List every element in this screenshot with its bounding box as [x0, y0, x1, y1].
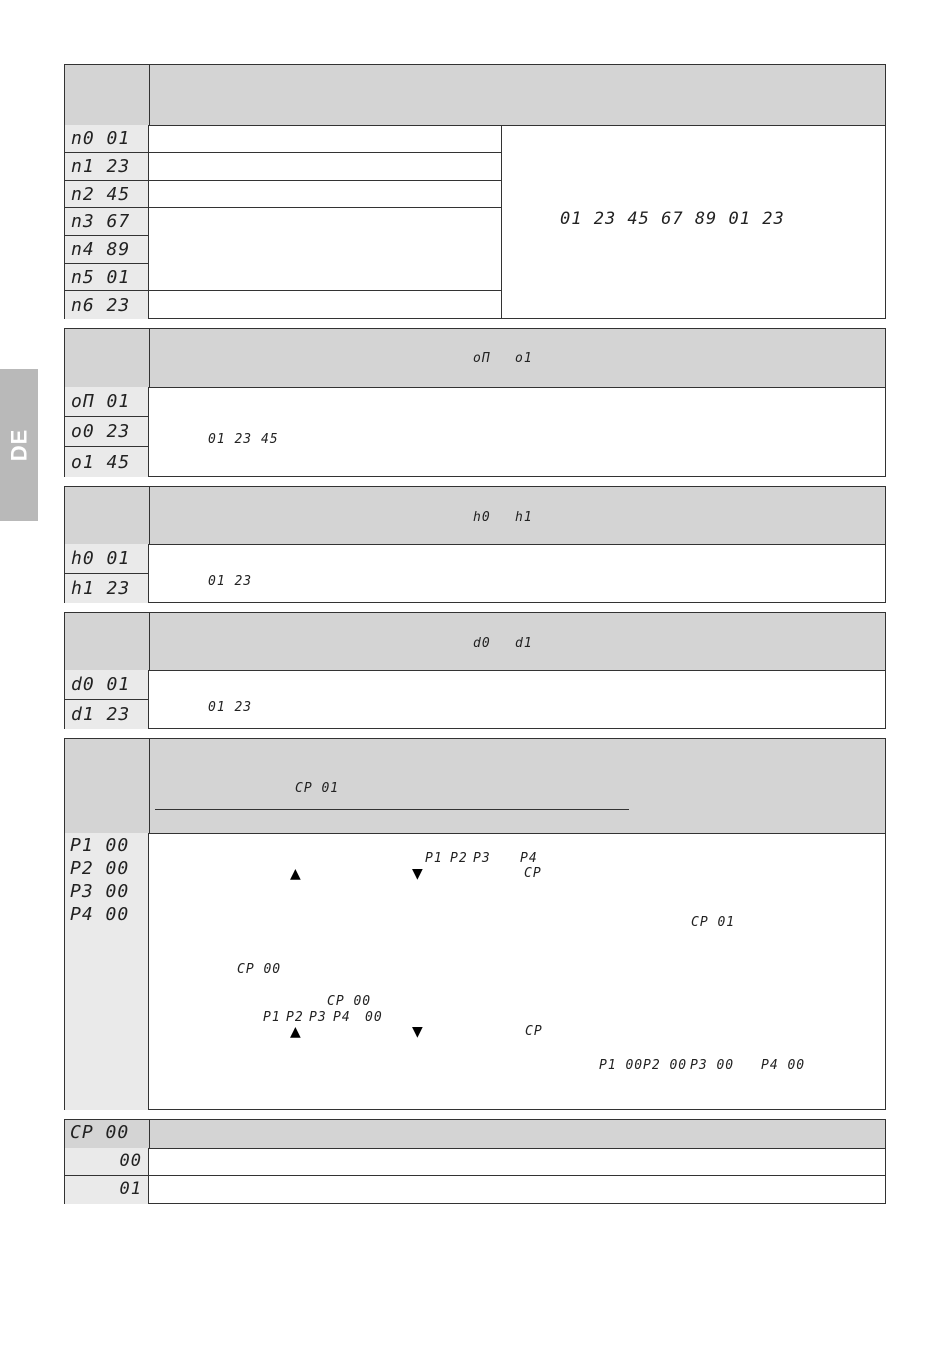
code-label: P4 00 — [70, 904, 130, 925]
arrow-up-icon: ▲ — [290, 866, 301, 882]
inline-code: P1 — [263, 1010, 281, 1025]
code-cell: d0 01 — [65, 670, 149, 700]
row-divider — [149, 207, 501, 208]
table-header — [65, 329, 885, 388]
code-column — [65, 125, 149, 319]
parameter-table-o — [64, 328, 886, 477]
code-cell: h0 01 — [65, 544, 149, 574]
inline-code: P3 00 — [690, 1058, 735, 1073]
code-label: CP 00 — [70, 1122, 130, 1143]
inline-code: CP 00 — [327, 994, 372, 1009]
code-label: P2 00 — [70, 858, 130, 879]
table-header — [65, 739, 885, 834]
digit-sequence: 01 23 — [208, 700, 253, 715]
code-cell: n1 23 — [65, 153, 149, 181]
inline-code: CP — [524, 866, 542, 881]
code-cell: oΠ 01 — [65, 387, 149, 417]
code-column — [65, 1148, 149, 1204]
parameter-table-h — [64, 486, 886, 603]
code-cell: n0 01 — [65, 125, 149, 153]
arrow-down-icon: ▼ — [412, 1024, 423, 1040]
code-column — [65, 670, 149, 729]
arrow-down-icon: ▼ — [412, 866, 423, 882]
parameter-table-p — [64, 738, 886, 1110]
table-header — [65, 1120, 885, 1149]
language-tab-label: DE — [6, 428, 31, 462]
parameter-table-d — [64, 612, 886, 729]
code-column — [65, 833, 149, 1110]
header-code: d0 — [473, 636, 491, 651]
inline-code: P3 — [309, 1010, 327, 1025]
code-column — [65, 387, 149, 477]
code-label: P3 00 — [70, 881, 130, 902]
code-cell: o1 45 — [71, 451, 131, 473]
language-tab — [0, 369, 38, 521]
parameter-table-cp — [64, 1119, 886, 1204]
table-header — [65, 65, 885, 126]
parameter-table-n — [64, 64, 886, 319]
inline-code: P4 — [333, 1010, 351, 1025]
inline-code: P3 — [473, 851, 491, 866]
code-cell: n4 89 — [65, 236, 149, 264]
table-header — [65, 613, 885, 671]
inline-code: CP 00 — [237, 962, 282, 977]
header-code: CP 01 — [295, 781, 340, 796]
table-header — [65, 487, 885, 545]
header-underline — [155, 809, 629, 810]
code-cell: d1 23 — [71, 704, 131, 725]
code-cell: n3 67 — [65, 208, 149, 236]
header-code: o1 — [515, 351, 533, 366]
inline-code: P4 00 — [761, 1058, 806, 1073]
code-label: 01 — [119, 1179, 142, 1199]
code-cell: n5 01 — [65, 264, 149, 291]
digit-sequence: 01 23 — [208, 574, 253, 589]
inline-code: CP — [525, 1024, 543, 1039]
row-divider — [149, 180, 501, 181]
inline-code: P2 — [286, 1010, 304, 1025]
code-label: 00 — [119, 1151, 142, 1171]
inline-code: P2 00 — [643, 1058, 688, 1073]
inline-code: CP 01 — [691, 915, 736, 930]
inline-code: 00 — [365, 1010, 383, 1025]
row-divider — [149, 152, 501, 153]
inline-code: P2 — [450, 851, 468, 866]
inline-code: P1 — [425, 851, 443, 866]
row-divider — [149, 290, 501, 291]
inline-code: P4 — [520, 851, 538, 866]
row-divider — [65, 1175, 885, 1176]
header-code: h1 — [515, 510, 533, 525]
column-divider — [501, 125, 502, 319]
header-code: d1 — [515, 636, 533, 651]
header-code: oΠ — [473, 351, 491, 366]
code-label: P1 00 — [70, 835, 130, 856]
code-cell: n2 45 — [65, 181, 149, 208]
digit-sequence: 01 23 45 67 89 01 23 — [560, 209, 785, 229]
code-cell: o0 23 — [65, 417, 149, 447]
digit-sequence: 01 23 45 — [208, 432, 279, 447]
inline-code: P1 00 — [599, 1058, 644, 1073]
code-column — [65, 544, 149, 603]
header-code: h0 — [473, 510, 491, 525]
code-cell: h1 23 — [71, 578, 131, 599]
code-cell: n6 23 — [71, 294, 131, 316]
arrow-up-icon: ▲ — [290, 1024, 301, 1040]
